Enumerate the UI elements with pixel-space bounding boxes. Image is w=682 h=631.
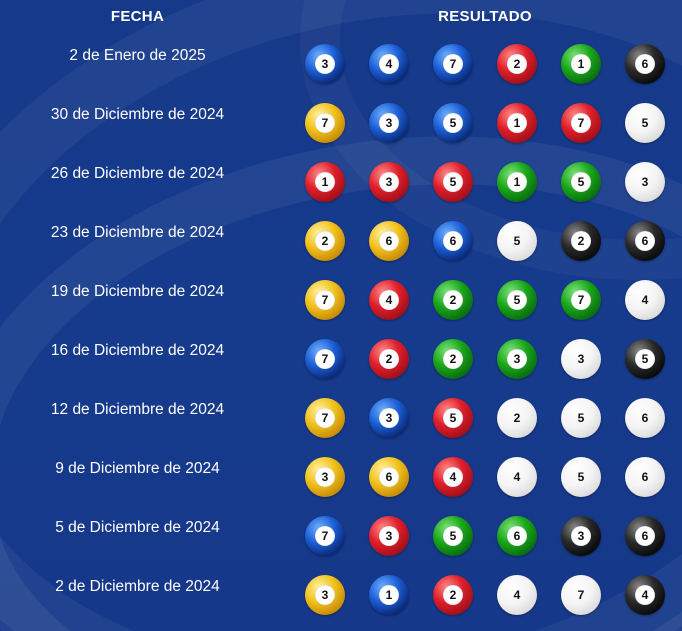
table-row bbox=[0, 504, 682, 563]
ball-blue bbox=[433, 103, 473, 143]
ball-number: 7 bbox=[315, 526, 335, 546]
ball-number: 1 bbox=[571, 54, 591, 74]
ball-blue bbox=[369, 103, 409, 143]
table-row bbox=[0, 209, 682, 268]
ball-white bbox=[625, 103, 665, 143]
row-date: 16 de Diciembre de 2024 bbox=[50, 342, 225, 359]
ball-black bbox=[625, 575, 665, 615]
ball-number: 3 bbox=[571, 526, 591, 546]
ball-number: 4 bbox=[513, 588, 521, 602]
ball-red bbox=[369, 339, 409, 379]
ball-number: 6 bbox=[641, 411, 649, 425]
ball-black bbox=[561, 221, 601, 261]
ball-number: 4 bbox=[641, 293, 649, 307]
ball-number: 2 bbox=[443, 349, 463, 369]
ball-number: 5 bbox=[577, 411, 585, 425]
ball-black bbox=[625, 339, 665, 379]
ball-number: 3 bbox=[507, 349, 527, 369]
table-row bbox=[0, 32, 682, 91]
ball-white bbox=[561, 457, 601, 497]
ball-red bbox=[305, 162, 345, 202]
row-date: 5 de Diciembre de 2024 bbox=[55, 519, 220, 536]
ball-gold bbox=[305, 280, 345, 320]
ball-blue bbox=[433, 44, 473, 84]
ball-gold bbox=[305, 457, 345, 497]
ball-green bbox=[497, 516, 537, 556]
ball-number: 5 bbox=[641, 116, 649, 130]
ball-number: 4 bbox=[513, 470, 521, 484]
ball-white bbox=[497, 398, 537, 438]
ball-red bbox=[497, 103, 537, 143]
ball-number: 7 bbox=[571, 290, 591, 310]
table-row bbox=[0, 563, 682, 622]
ball-number: 4 bbox=[379, 54, 399, 74]
ball-number: 3 bbox=[315, 54, 335, 74]
ball-green bbox=[433, 339, 473, 379]
table-body bbox=[0, 32, 682, 622]
ball-black bbox=[561, 516, 601, 556]
table-row bbox=[0, 268, 682, 327]
ball-red bbox=[433, 398, 473, 438]
ball-red bbox=[369, 162, 409, 202]
ball-gold bbox=[369, 221, 409, 261]
ball-gold bbox=[305, 103, 345, 143]
ball-number: 4 bbox=[443, 467, 463, 487]
ball-white bbox=[625, 280, 665, 320]
ball-number: 6 bbox=[635, 526, 655, 546]
ball-number: 3 bbox=[315, 585, 335, 605]
ball-number: 3 bbox=[315, 467, 335, 487]
ball-number: 2 bbox=[315, 231, 335, 251]
table-row bbox=[0, 91, 682, 150]
ball-number: 3 bbox=[379, 526, 399, 546]
ball-white bbox=[561, 398, 601, 438]
ball-number: 7 bbox=[315, 408, 335, 428]
ball-number: 5 bbox=[507, 290, 527, 310]
ball-number: 6 bbox=[507, 526, 527, 546]
ball-red bbox=[433, 162, 473, 202]
table-row bbox=[0, 386, 682, 445]
row-date: 9 de Diciembre de 2024 bbox=[55, 460, 220, 477]
header-fecha: FECHA bbox=[110, 8, 165, 25]
ball-green bbox=[497, 280, 537, 320]
ball-gold bbox=[305, 575, 345, 615]
ball-number: 7 bbox=[443, 54, 463, 74]
ball-blue bbox=[369, 575, 409, 615]
ball-number: 3 bbox=[641, 175, 649, 189]
ball-green bbox=[561, 44, 601, 84]
ball-red bbox=[561, 103, 601, 143]
ball-number: 7 bbox=[315, 349, 335, 369]
ball-red bbox=[369, 516, 409, 556]
ball-number: 5 bbox=[635, 349, 655, 369]
ball-number: 6 bbox=[641, 470, 649, 484]
ball-number: 5 bbox=[513, 234, 521, 248]
ball-green bbox=[433, 280, 473, 320]
ball-number: 1 bbox=[507, 113, 527, 133]
ball-red bbox=[433, 575, 473, 615]
ball-black bbox=[625, 516, 665, 556]
table-header bbox=[0, 0, 682, 32]
ball-blue bbox=[369, 44, 409, 84]
ball-black bbox=[625, 44, 665, 84]
ball-white bbox=[561, 575, 601, 615]
ball-white bbox=[497, 575, 537, 615]
ball-number: 2 bbox=[513, 411, 521, 425]
ball-blue bbox=[305, 44, 345, 84]
table-row bbox=[0, 327, 682, 386]
ball-green bbox=[561, 280, 601, 320]
ball-number: 2 bbox=[571, 231, 591, 251]
ball-red bbox=[497, 44, 537, 84]
ball-number: 7 bbox=[577, 588, 585, 602]
ball-number: 1 bbox=[379, 585, 399, 605]
row-date: 30 de Diciembre de 2024 bbox=[50, 106, 225, 123]
row-date: 19 de Diciembre de 2024 bbox=[50, 283, 225, 300]
ball-white bbox=[625, 162, 665, 202]
ball-gold bbox=[305, 221, 345, 261]
ball-number: 7 bbox=[315, 290, 335, 310]
ball-blue bbox=[369, 398, 409, 438]
ball-black bbox=[625, 221, 665, 261]
ball-white bbox=[497, 457, 537, 497]
ball-number: 5 bbox=[443, 113, 463, 133]
ball-red bbox=[433, 457, 473, 497]
row-date: 23 de Diciembre de 2024 bbox=[50, 224, 225, 241]
ball-white bbox=[497, 221, 537, 261]
ball-number: 7 bbox=[315, 113, 335, 133]
ball-number: 6 bbox=[379, 467, 399, 487]
ball-number: 5 bbox=[443, 526, 463, 546]
row-date: 26 de Diciembre de 2024 bbox=[50, 165, 225, 182]
ball-number: 5 bbox=[571, 172, 591, 192]
ball-number: 1 bbox=[507, 172, 527, 192]
ball-green bbox=[561, 162, 601, 202]
ball-number: 5 bbox=[443, 408, 463, 428]
ball-green bbox=[497, 339, 537, 379]
ball-number: 4 bbox=[379, 290, 399, 310]
ball-number: 6 bbox=[443, 231, 463, 251]
ball-white bbox=[561, 339, 601, 379]
ball-number: 3 bbox=[379, 113, 399, 133]
row-date: 2 de Diciembre de 2024 bbox=[55, 578, 220, 595]
ball-number: 3 bbox=[379, 408, 399, 428]
row-date: 2 de Enero de 2025 bbox=[69, 47, 206, 64]
ball-gold bbox=[305, 398, 345, 438]
ball-number: 6 bbox=[379, 231, 399, 251]
ball-number: 6 bbox=[635, 54, 655, 74]
ball-number: 5 bbox=[577, 470, 585, 484]
ball-blue bbox=[433, 221, 473, 261]
table-row bbox=[0, 445, 682, 504]
ball-gold bbox=[369, 457, 409, 497]
ball-red bbox=[369, 280, 409, 320]
ball-white bbox=[625, 398, 665, 438]
ball-number: 4 bbox=[635, 585, 655, 605]
table-row bbox=[0, 150, 682, 209]
ball-number: 2 bbox=[443, 585, 463, 605]
ball-white bbox=[625, 457, 665, 497]
ball-number: 2 bbox=[507, 54, 527, 74]
header-resultado: RESULTADO bbox=[438, 8, 532, 25]
row-date: 12 de Diciembre de 2024 bbox=[50, 401, 225, 418]
ball-number: 2 bbox=[443, 290, 463, 310]
ball-green bbox=[497, 162, 537, 202]
ball-blue bbox=[305, 516, 345, 556]
ball-number: 7 bbox=[571, 113, 591, 133]
ball-number: 6 bbox=[635, 231, 655, 251]
ball-number: 3 bbox=[577, 352, 585, 366]
ball-number: 1 bbox=[315, 172, 335, 192]
ball-number: 3 bbox=[379, 172, 399, 192]
ball-green bbox=[433, 516, 473, 556]
ball-number: 2 bbox=[379, 349, 399, 369]
ball-blue bbox=[305, 339, 345, 379]
ball-number: 5 bbox=[443, 172, 463, 192]
